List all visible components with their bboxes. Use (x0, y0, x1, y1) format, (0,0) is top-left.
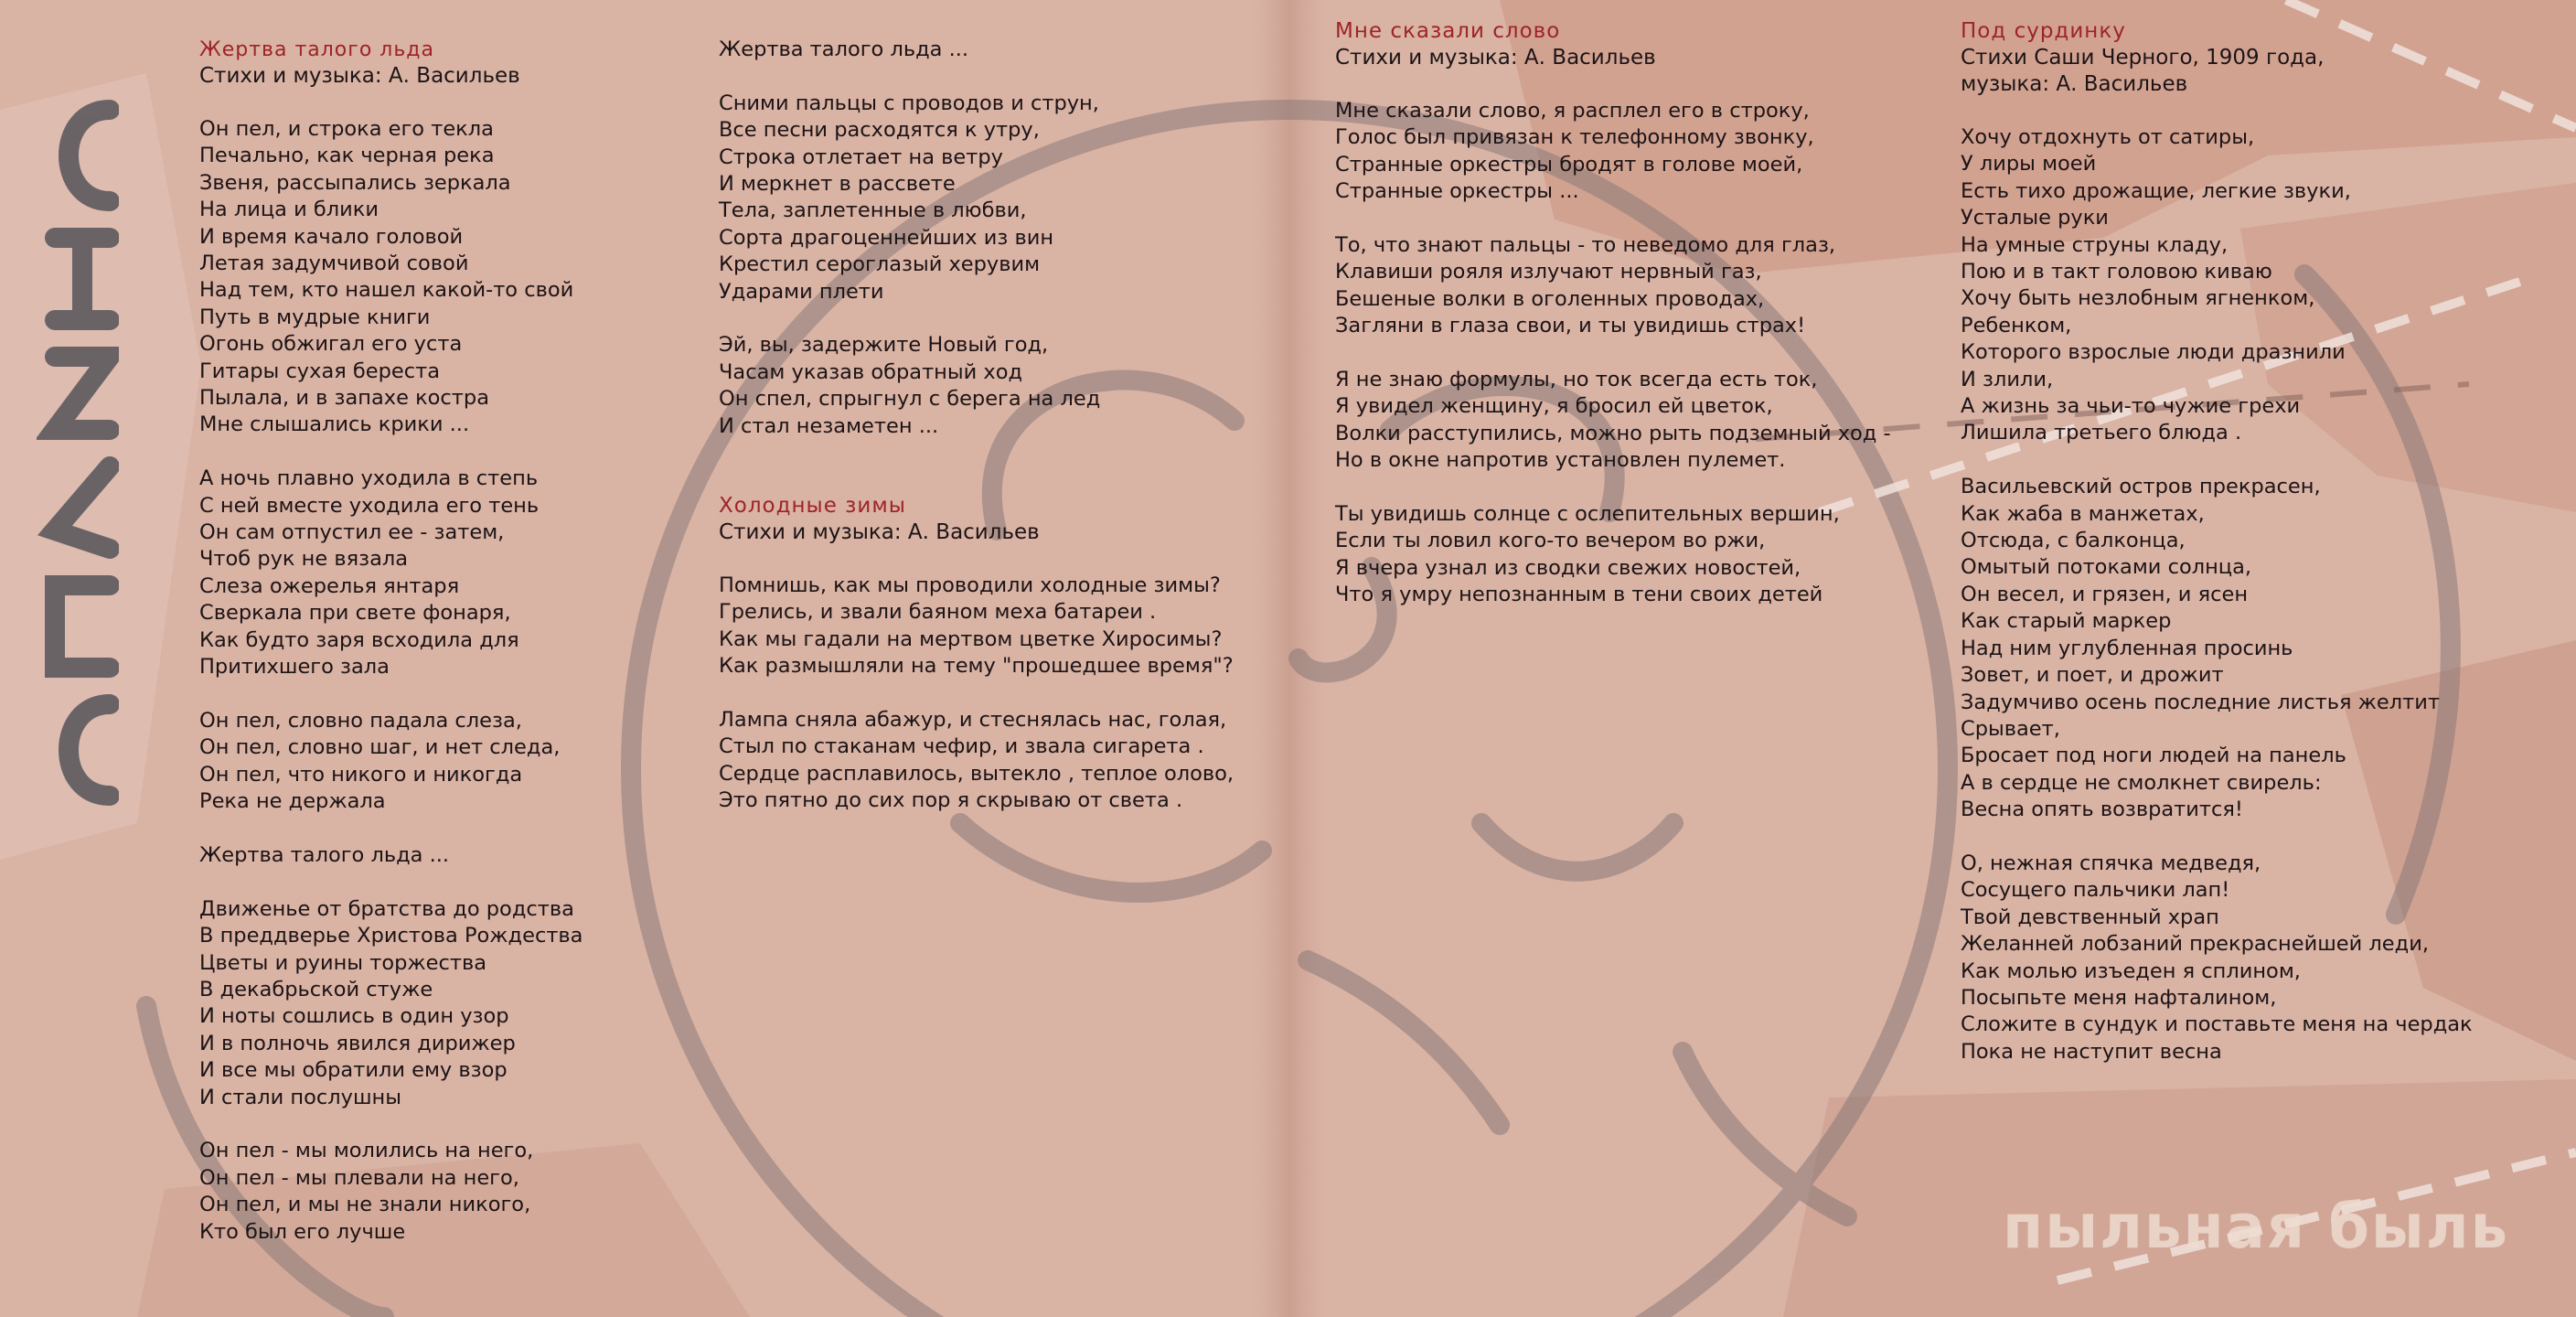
song-credit: Стихи и музыка: А. Васильев (1335, 46, 1656, 70)
album-logo: пыльная быль (2003, 1192, 2510, 1263)
lyric-line: И злили, (1961, 367, 2054, 391)
lyric-line: И время качало головой (199, 224, 464, 249)
stanza (1335, 232, 1891, 340)
lyric-line: Как жаба в манжетах, (1961, 501, 2205, 526)
lyric-line: И стали послушны (199, 1085, 402, 1109)
lyric-line: И стал незаметен ... (719, 413, 939, 438)
stanza (1961, 124, 2473, 447)
song-credit: Стихи Саши Черного, 1909 года, (1961, 46, 2325, 70)
song-title: Жертва талого льда (199, 38, 435, 61)
lyric-line: Стыл по стаканам чефир, и звала сигарета . (719, 734, 1204, 759)
lyric-line: Он пел, и мы не знали никого, (199, 1193, 531, 1217)
lyric-line: Твой девственный храп (1961, 905, 2219, 929)
lyric-line: Срывает, (1961, 716, 2060, 741)
lyric-line: Он пел, и строка его текла (199, 117, 494, 141)
lyric-line: Сосущего пальчики лап! (1961, 878, 2230, 903)
song-column-1 (199, 37, 583, 1246)
lyric-line: Омытый потоками солнца, (1961, 555, 2252, 580)
lyric-line: Тела, заплетенные в любви, (719, 198, 1027, 223)
stanza (199, 842, 583, 869)
lyric-line: Строка отлетает на ветру (719, 145, 1003, 169)
lyric-line: Грелись, и звали баяном меха батареи . (719, 600, 1157, 625)
lyric-line: То, что знают пальцы - то неведомо для глаз, (1335, 233, 1836, 258)
lyric-line: На умные струны кладу, (1961, 232, 2229, 257)
lyric-line: Лишила третьего блюда . (1961, 421, 2242, 445)
lyric-line: О, нежная спячка медведя, (1961, 851, 2261, 875)
lyric-line: Желанней лобзаний прекраснейшей леди, (1961, 932, 2429, 957)
lyric-line: Он пел - мы плевали на него, (199, 1165, 519, 1190)
lyric-line: Задумчиво осень последние листья желтит (1961, 690, 2440, 714)
lyric-line: Сними пальцы с проводов и струн, (719, 91, 1099, 115)
lyric-line: Странные оркестры бродят в голове моей, (1335, 152, 1803, 177)
lyric-line: Слеза ожерелья янтаря (199, 573, 460, 598)
lyric-line: Пылала, и в запахе костра (199, 386, 489, 411)
lyric-line: Сложите в сундук и поставьте меня на чердак (1961, 1012, 2473, 1037)
lyric-line: Он пел, словно падала слеза, (199, 708, 522, 733)
lyric-line: А жизнь за чьи-то чужие грехи (1961, 394, 2301, 419)
lyric-line: Как размышляли на тему "прошедшее время"? (719, 654, 1234, 679)
stanza (1335, 367, 1891, 475)
lyric-line: Ударами плети (719, 279, 884, 304)
lyric-line: Река не держала (199, 789, 386, 814)
song-title: Мне сказали слово (1335, 19, 1561, 43)
lyric-line: Жертва талого льда ... (199, 842, 450, 867)
lyric-line: Чтоб рук не вязала (199, 547, 409, 572)
lyric-line: Сверкала при свете фонаря, (199, 601, 511, 626)
stanza (719, 91, 1234, 305)
lyric-line: И меркнет в рассвете (719, 172, 956, 197)
lyric-line: Я не знаю формулы, но ток всегда есть ток, (1335, 368, 1818, 392)
lyric-line: Движенье от братства до родства (199, 896, 574, 921)
lyric-line: Гитары сухая береста (199, 359, 441, 383)
lyric-line: Пока не наступит весна (1961, 1039, 2222, 1064)
lyric-line: Ребенком, (1961, 313, 2072, 337)
lyric-line: Васильевский остров прекрасен, (1961, 475, 2321, 499)
lyric-line: Он спел, спрыгнул с берега на лед (719, 387, 1101, 412)
lyric-line: Все песни расходятся к утру, (719, 118, 1040, 143)
lyric-line: Как молью изъеден я сплином, (1961, 958, 2301, 983)
lyric-line: Лампа сняла абажур, и стеснялась нас, голая, (719, 708, 1227, 733)
lyric-line: Печально, как черная река (199, 144, 495, 168)
lyric-line: Бросает под ноги людей на панель (1961, 744, 2346, 768)
stanza (199, 466, 583, 680)
lyric-line: И ноты сошлись в один узор (199, 1004, 509, 1029)
lyric-line: Усталые руки (1961, 206, 2109, 230)
stanza (1961, 851, 2473, 1065)
lyric-line: Если ты ловил кого-то вечером во ржи, (1335, 529, 1766, 553)
lyric-line: Притихшего зала (199, 655, 390, 680)
stanza (719, 707, 1234, 815)
lyric-line: Волки расступились, можно рыть подземный ход - (1335, 421, 1891, 445)
song-credit: Стихи и музыка: А. Васильев (199, 64, 520, 88)
lyric-line: Зовет, и поет, и дрожит (1961, 663, 2224, 688)
lyric-line: Я вчера узнал из сводки свежих новостей, (1335, 555, 1801, 580)
stanza (199, 116, 583, 439)
lyric-line: Загляни в глаза свои, и ты увидишь страх! (1335, 314, 1806, 338)
lyric-line: У лиры моей (1961, 152, 2097, 177)
lyric-line: Мне сказали слово, я расплел его в строку, (1335, 99, 1810, 123)
lyric-line: Сердце расплавилось, вытекло , теплое олово, (719, 761, 1235, 786)
lyric-line: Ты увидишь солнце с ослепительных вершин, (1335, 502, 1840, 527)
lyric-line: Летая задумчивой совой (199, 252, 469, 276)
lyric-line: Как старый маркер (1961, 609, 2172, 634)
lyric-line: Как мы гадали на мертвом цветке Хиросимы? (719, 626, 1223, 651)
splin-logo-vertical (37, 37, 119, 832)
lyric-line: Мне слышались крики ... (199, 412, 470, 437)
lyric-line: В декабрьской стуже (199, 977, 433, 1001)
lyric-line: Помнишь, как мы проводили холодные зимы? (719, 573, 1221, 598)
lyric-line: Пою и в такт головою киваю (1961, 260, 2272, 284)
song-title: Под сурдинку (1961, 19, 2126, 43)
lyric-line: С ней вместе уходила его тень (199, 493, 540, 518)
lyric-line: И в полночь явился дирижер (199, 1031, 516, 1055)
lyric-line: Которого взрослые люди дразнили (1961, 340, 2346, 365)
lyric-line: Крестил сероглазый херувим (719, 252, 1041, 277)
lyric-line: Цветы и руины торжества (199, 950, 487, 975)
lyric-line: Но в окне напротив установлен пулемет. (1335, 448, 1786, 473)
lyric-line: Кто был его лучше (199, 1219, 406, 1244)
lyric-line: И все мы обратили ему взор (199, 1058, 508, 1083)
lyric-line: Посыпьте меня нафталином, (1961, 985, 2277, 1010)
stanza (1961, 474, 2473, 823)
lyric-line: Хочу отдохнуть от сатиры, (1961, 125, 2255, 149)
lyric-line: Весна опять возвратится! (1961, 798, 2243, 822)
lyric-line: Над ним углубленная просинь (1961, 636, 2293, 660)
stanza (199, 896, 583, 1111)
song-credit-music: музыка: А. Васильев (1961, 72, 2188, 96)
song-column-3 (1335, 18, 1891, 609)
lyric-line: Он весел, и грязен, и ясен (1961, 582, 2249, 606)
song-title: Холодные зимы (719, 494, 906, 519)
stanza (199, 708, 583, 816)
lyric-line: Странные оркестры ... (1335, 179, 1579, 204)
stanza (1335, 98, 1891, 206)
stanza (1335, 501, 1891, 609)
lyric-line: Сорта драгоценнейших из вин (719, 225, 1054, 250)
lyric-line: Это пятно до сих пор я скрываю от света . (719, 788, 1183, 813)
lyric-line: Голос был привязан к телефонному звонку, (1335, 125, 1814, 150)
stanza (199, 1138, 583, 1246)
lyric-line: Бешеные волки в оголенных проводах, (1335, 286, 1765, 311)
lyric-line: На лица и блики (199, 198, 379, 222)
lyric-line: Клавиши рояля излучают нервный газ, (1335, 260, 1762, 284)
lyric-line: Есть тихо дрожащие, легкие звуки, (1961, 178, 2351, 203)
lyric-line: Что я умру непознанным в тени своих детей (1335, 583, 1823, 607)
lyric-line: Жертва талого льда ... (719, 37, 969, 61)
song-column-2 (719, 37, 1234, 815)
lyric-line: Отсюда, с балконца, (1961, 529, 2186, 553)
lyric-line: Он пел - мы молились на него, (199, 1139, 534, 1163)
stanza (719, 332, 1234, 440)
lyric-line: Эй, вы, задержите Новый год, (719, 333, 1049, 358)
lyric-line: Звеня, рассыпались зеркала (199, 170, 511, 195)
stanza (719, 573, 1234, 680)
lyric-line: Над тем, кто нашел какой-то свой (199, 278, 574, 303)
lyric-line: Я увидел женщину, я бросил ей цветок, (1335, 394, 1773, 419)
stanza (719, 37, 1234, 63)
lyric-line: Путь в мудрые книги (199, 305, 431, 329)
lyric-line: Часам указав обратный ход (719, 359, 1023, 384)
song-credit: Стихи и музыка: А. Васильев (719, 520, 1040, 545)
lyric-line: Хочу быть незлобным ягненком, (1961, 286, 2315, 311)
lyric-line: Как будто заря всходила для (199, 627, 519, 652)
lyric-line: Он пел, что никого и никогда (199, 762, 523, 787)
lyric-line: А ночь плавно уходила в степь (199, 466, 539, 491)
song-column-4 (1961, 18, 2473, 1065)
lyric-line: А в сердце не смолкнет свирель: (1961, 770, 2322, 795)
lyric-line: Он сам отпустил ее - затем, (199, 520, 505, 545)
lyric-line: Он пел, словно шаг, и нет следа, (199, 735, 561, 760)
lyric-line: Огонь обжигал его уста (199, 332, 463, 357)
lyric-line: В преддверье Христова Рождества (199, 924, 583, 948)
